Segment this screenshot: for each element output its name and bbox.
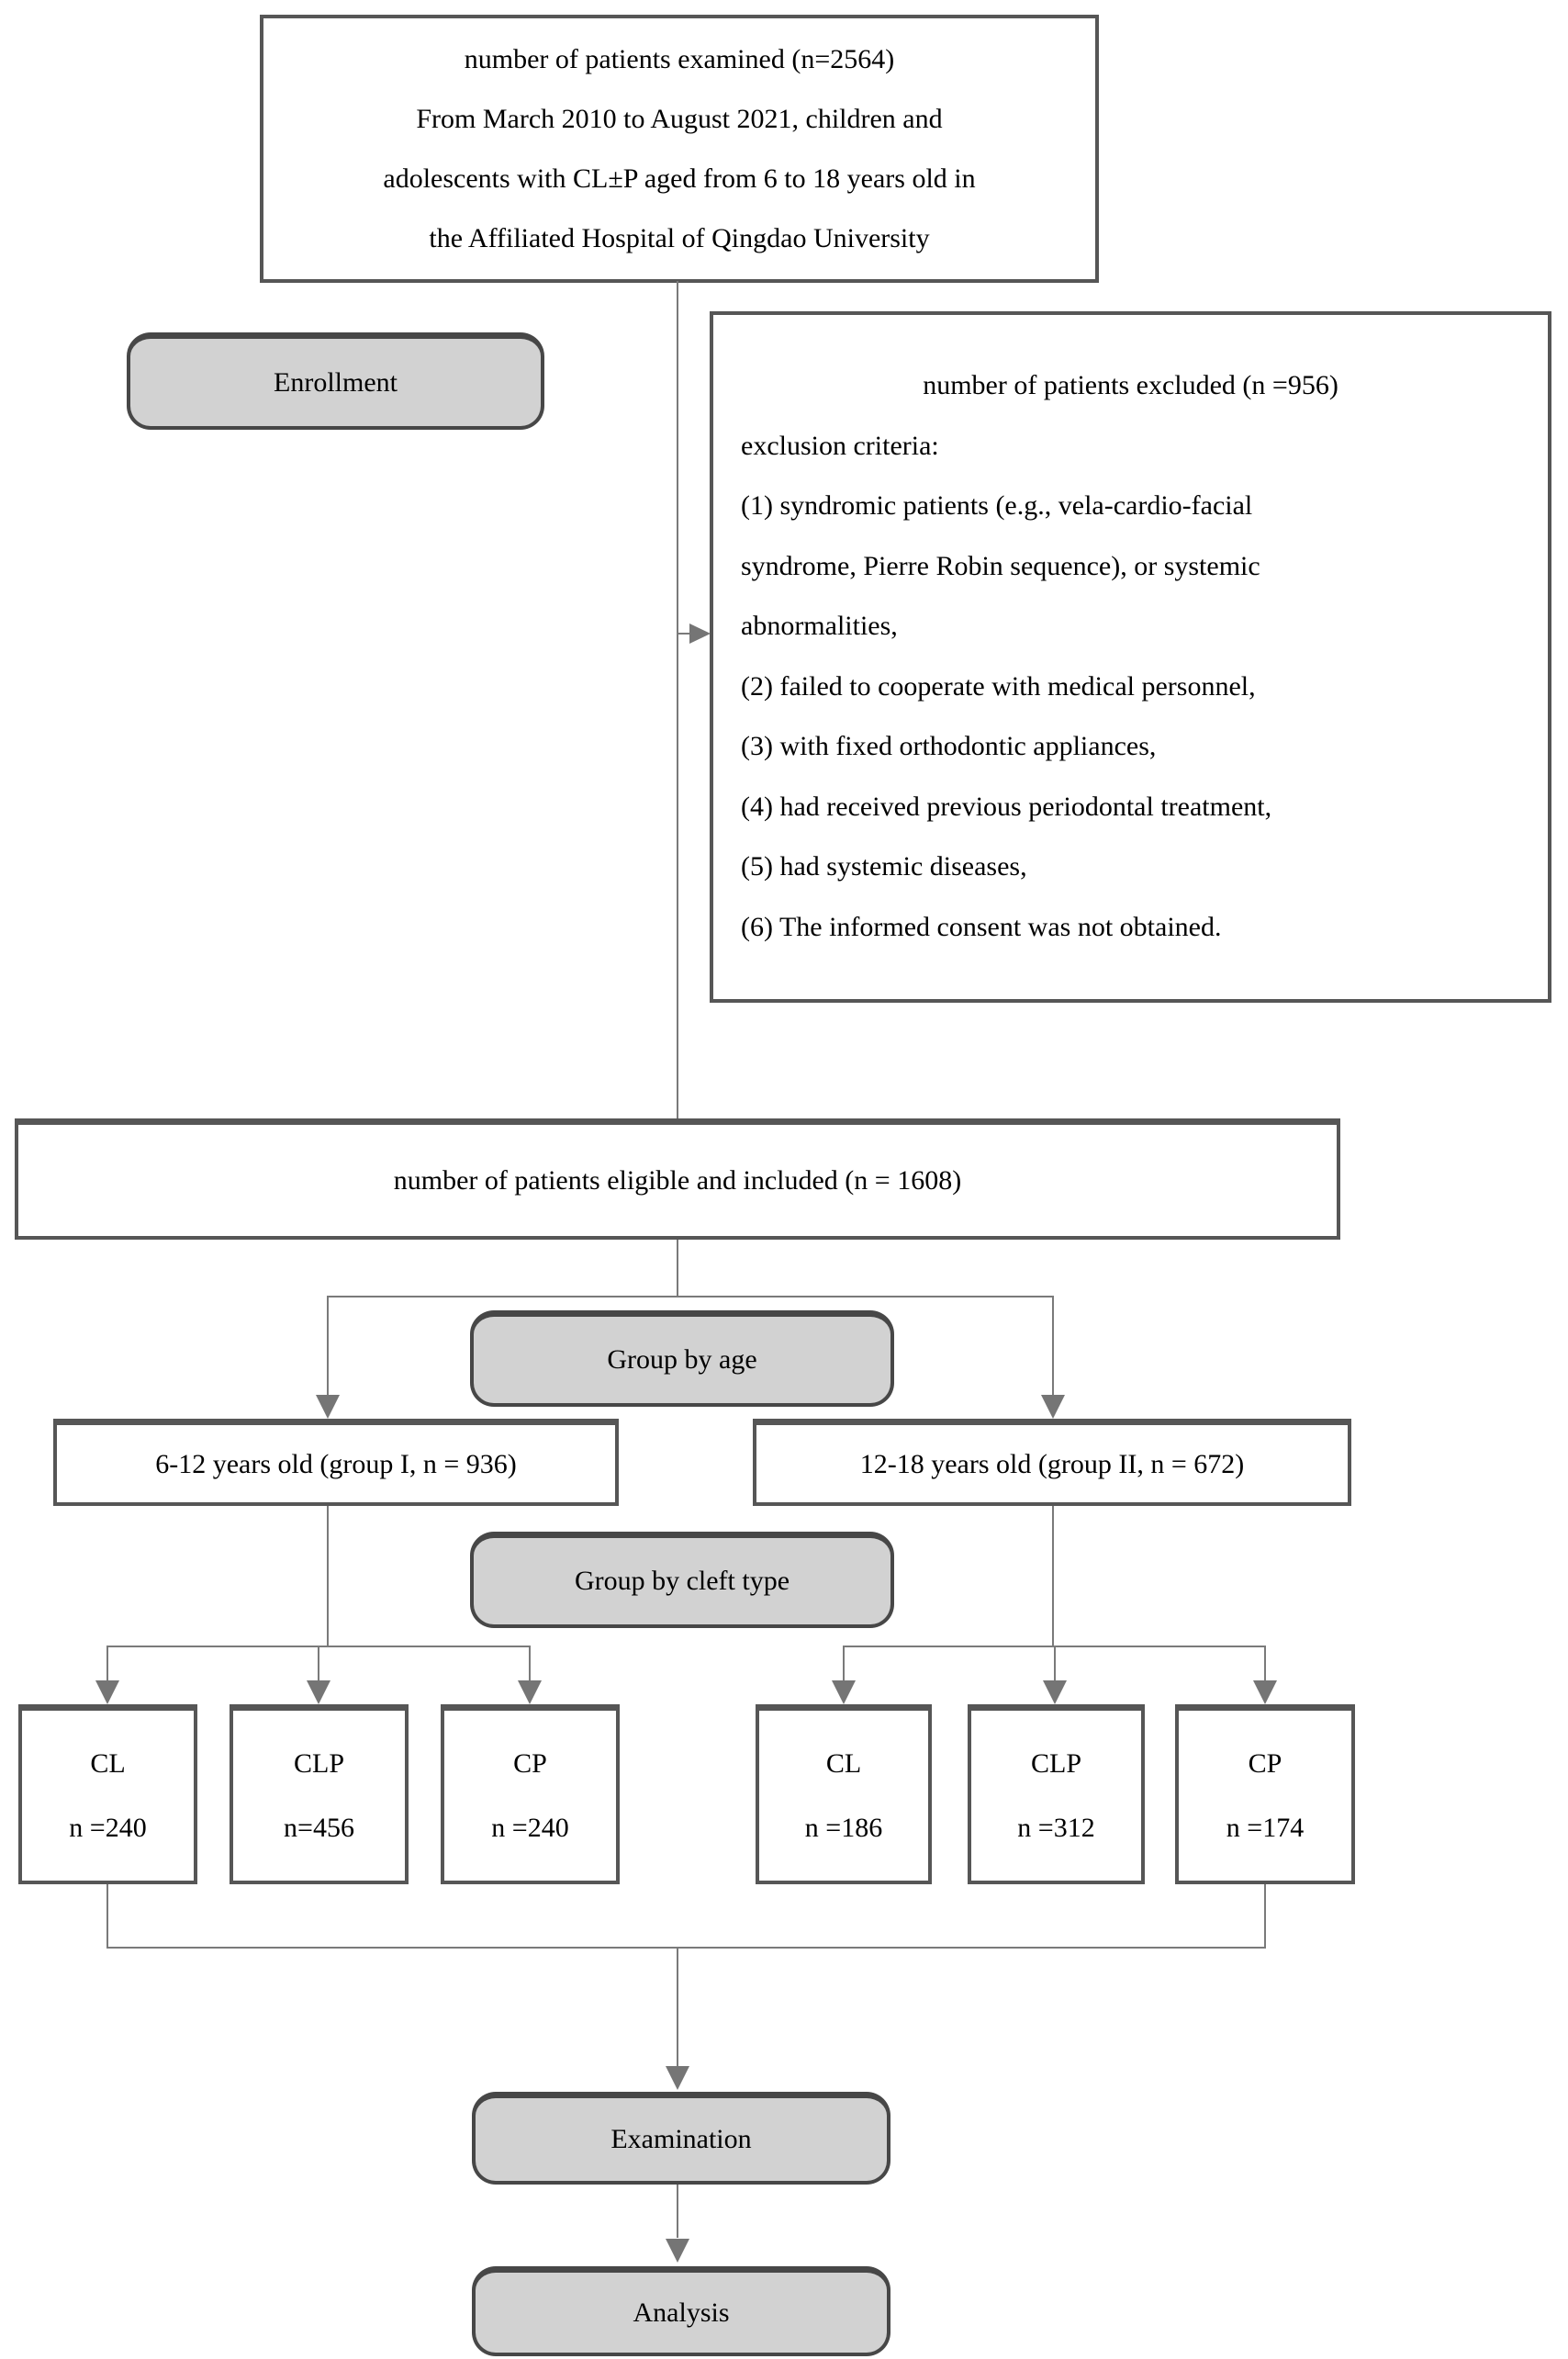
cleft-n-label: n =240 — [491, 1812, 569, 1843]
exclusion-box — [710, 311, 1551, 1003]
cleft-box-group1-cl — [18, 1704, 197, 1884]
age-branch-line — [328, 1296, 1054, 1297]
cleft-type-label: CP — [513, 1747, 547, 1779]
examined-line-4: the Affiliated Hospital of Qingdao University — [429, 223, 930, 253]
collector-right-line — [1264, 1884, 1266, 1949]
analysis-arrowhead-icon — [666, 2239, 689, 2263]
cleft-left-arrowhead-3-icon — [518, 1680, 542, 1704]
cleft-n-label: n =312 — [1017, 1812, 1095, 1843]
exclusion-line-5: (2) failed to cooperate with medical personnel, — [741, 670, 1256, 702]
exclusion-title: number of patients excluded (n =956) — [923, 370, 1338, 400]
group2-box — [753, 1419, 1351, 1506]
cleft-right-drop-1 — [843, 1646, 845, 1682]
group-by-cleft-pill — [470, 1532, 894, 1628]
cleft-trunk-right — [1052, 1506, 1054, 1646]
exclusion-line-6: (3) with fixed orthodontic appliances, — [741, 731, 1157, 761]
trunk-line-top — [677, 281, 678, 1118]
examined-box — [260, 15, 1099, 283]
cleft-type-label: CLP — [1030, 1747, 1082, 1779]
age-branch-right-drop — [1052, 1296, 1054, 1395]
trunk-line-age — [677, 1240, 678, 1297]
cleft-right-arrowhead-3-icon — [1253, 1680, 1277, 1704]
cleft-box-group2-clp — [968, 1704, 1145, 1884]
analysis-connector-line — [677, 2185, 678, 2238]
group1-label: 6-12 years old (group I, n = 936) — [155, 1448, 517, 1479]
enrollment-label: Enrollment — [274, 366, 398, 398]
cleft-type-label: CP — [1248, 1747, 1282, 1779]
exclusion-line-7: (4) had received previous periodontal treatment, — [741, 791, 1272, 822]
collector-horizontal-line — [106, 1947, 1266, 1949]
cleft-n-label: n =186 — [804, 1812, 883, 1843]
examined-line-3: adolescents with CL±P aged from 6 to 18 years old in — [383, 163, 976, 194]
examined-line-1: number of patients examined (n=2564) — [464, 44, 895, 74]
analysis-label: Analysis — [633, 2297, 730, 2328]
exclusion-line-3: syndrome, Pierre Robin sequence), or systemic — [741, 550, 1260, 581]
examined-line-2: From March 2010 to August 2021, children and — [416, 104, 943, 134]
age-right-arrowhead-icon — [1041, 1395, 1065, 1419]
eligible-label: number of patients eligible and included (n = 1608) — [393, 1165, 962, 1196]
cleft-left-arrowhead-2-icon — [307, 1680, 330, 1704]
cleft-box-group2-cl — [756, 1704, 932, 1884]
collector-center-drop — [677, 1947, 678, 2066]
exclusion-line-8: (5) had systemic diseases, — [741, 851, 1027, 882]
group2-label: 12-18 years old (group II, n = 672) — [859, 1448, 1245, 1479]
group-by-cleft-label: Group by cleft type — [574, 1566, 790, 1596]
age-branch-left-drop — [327, 1296, 329, 1395]
cleft-right-arrowhead-2-icon — [1043, 1680, 1067, 1704]
cleft-type-label: CLP — [293, 1747, 345, 1779]
cleft-left-drop-2 — [318, 1646, 319, 1682]
cleft-right-arrowhead-1-icon — [832, 1680, 856, 1704]
cleft-box-group1-cp — [441, 1704, 620, 1884]
group-by-age-pill — [470, 1310, 894, 1407]
eligible-box — [15, 1118, 1340, 1240]
analysis-pill — [472, 2266, 890, 2356]
group1-box — [53, 1419, 619, 1506]
age-left-arrowhead-icon — [316, 1395, 340, 1419]
cleft-box-group2-cp — [1175, 1704, 1355, 1884]
cleft-trunk-left — [327, 1506, 329, 1646]
cleft-n-label: n =174 — [1226, 1812, 1305, 1843]
exclusion-line-1: exclusion criteria: — [741, 430, 939, 461]
cleft-left-drop-3 — [529, 1646, 531, 1682]
cleft-right-drop-2 — [1054, 1646, 1056, 1682]
cleft-n-label: n =240 — [69, 1812, 147, 1843]
examination-pill — [472, 2092, 890, 2185]
cleft-left-arrowhead-1-icon — [95, 1680, 119, 1704]
exclusion-line-4: abnormalities, — [741, 611, 898, 641]
examination-arrowhead-icon — [666, 2066, 689, 2090]
cleft-right-drop-3 — [1264, 1646, 1266, 1682]
exclusion-line-2: (1) syndromic patients (e.g., vela-cardio-facial — [741, 490, 1253, 521]
exclusion-line-9: (6) The informed consent was not obtained. — [741, 911, 1222, 942]
cleft-type-label: CL — [825, 1747, 862, 1779]
cleft-left-drop-1 — [106, 1646, 108, 1682]
cleft-n-label: n=456 — [284, 1812, 354, 1843]
examination-label: Examination — [610, 2124, 752, 2154]
enrollment-pill — [127, 332, 544, 430]
cleft-box-group1-clp — [230, 1704, 409, 1884]
exclusion-arrowhead-icon — [689, 623, 711, 644]
cleft-type-label: CL — [90, 1747, 126, 1779]
collector-left-line — [106, 1884, 108, 1949]
group-by-age-label: Group by age — [607, 1344, 757, 1375]
